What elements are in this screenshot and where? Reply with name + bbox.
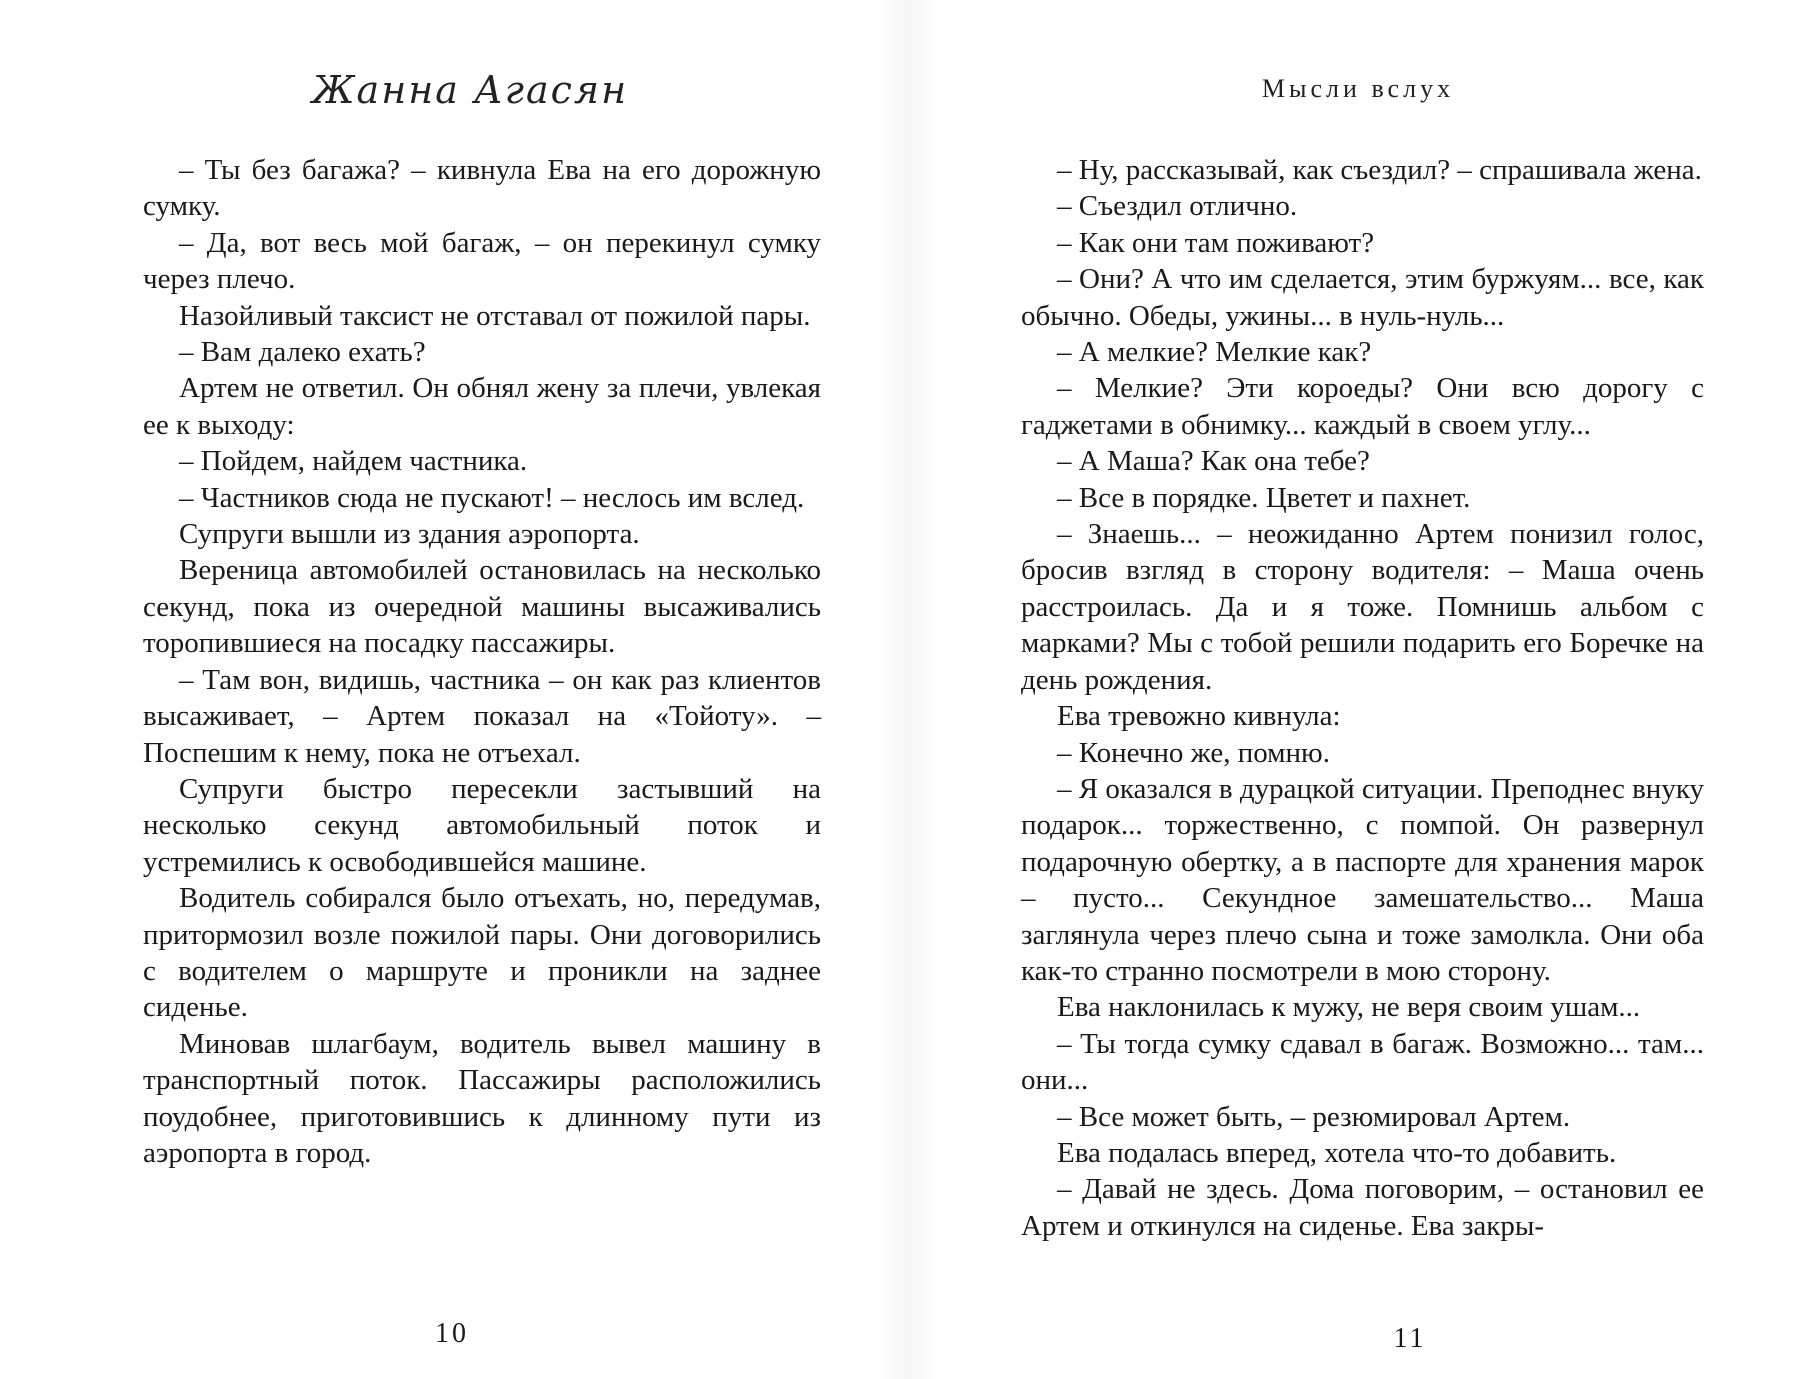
paragraph: Назойливый таксист не отставал от пожилой пары. <box>179 299 811 332</box>
paragraph: – Вам далеко ехать? <box>179 336 426 369</box>
paragraph: – Ты тогда сумку сдавал в багаж. Возможно... там... они... <box>1021 1027 1704 1097</box>
author-running-head: Жанна Агасян <box>311 68 629 112</box>
paragraph: – Ты без багажа? – кивнула Ева на его дорожную сумку. <box>143 154 821 223</box>
paragraph: – Давай не здесь. Дома поговорим, – остановил ее Артем и откинулся на сиденье. Ева закры- <box>1021 1173 1704 1242</box>
left-page <box>0 0 908 1379</box>
paragraph: – Пойдем, найдем частника. <box>179 445 528 478</box>
paragraph: – Да, вот весь мой багаж, – он перекинул сумку через плечо. <box>143 226 821 296</box>
right-page-body <box>1021 152 1704 1244</box>
paragraph: Ева подалась вперед, хотела что-то добавить. <box>1057 1136 1617 1169</box>
paragraph: – Съездил отлично. <box>1057 190 1298 223</box>
paragraph: – Как они там поживают? <box>1057 226 1375 259</box>
paragraph: – Мелкие? Эти короеды? Они всю дорогу с гаджетами в обнимку... каждый в своем углу... <box>1021 372 1704 441</box>
paragraph: – Я оказался в дурацкой ситуации. Преподнес внуку подарок... торжественно, с помпой. Он развернул подарочную обертку, а в паспорте для хранения марок – пусто... Секундное замешательство... Маша заглянула через плечо сына и тоже замолкла. Они оба как-то странно посмотрели в мою сторону. <box>1021 772 1704 987</box>
paragraph: – Все может быть, – резюмировал Артем. <box>1057 1100 1571 1133</box>
paragraph: Водитель собирался было отъехать, но, передумав, притормозил возле пожилой пары. Они договорились с водителем о маршруте и проникли на заднее сиденье. <box>143 882 821 1024</box>
paragraph: – Они? А что им сделается, этим буржуям... все, как обычно. Обеды, ужины... в нуль-нуль... <box>1021 263 1704 332</box>
paragraph: – А мелкие? Мелкие как? <box>1057 336 1372 369</box>
title-running-head: Мысли вслух <box>1261 74 1455 103</box>
paragraph: Супруги быстро пересекли застывший на несколько секунд автомобильный поток и устремились к освободившейся машине. <box>143 772 821 878</box>
paragraph: – Знаешь... – неожиданно Артем понизил голос, бросив взгляд в сторону водителя: – Маша очень расстроилась. Да и я тоже. Помнишь альбом с марками? Мы с тобой решили подарить его Боречке на день рождения. <box>1021 518 1704 696</box>
paragraph: – Там вон, видишь, частника – он как раз клиентов высаживает, – Артем показал на «Тойоту». – Поспешим к нему, пока не отъехал. <box>143 663 821 769</box>
paragraph: – Конечно же, помню. <box>1057 736 1330 769</box>
paragraph: Миновав шлагбаум, водитель вывел машину в транспортный поток. Пассажиры расположились поудобнее, приготовившись к длинному пути из аэропорта в город. <box>143 1027 821 1169</box>
paragraph: Вереница автомобилей остановилась на несколько секунд, пока из очередной машины высаживались торопившиеся на посадку пассажиры. <box>143 554 821 660</box>
right-page <box>908 0 1817 1379</box>
paragraph: Супруги вышли из здания аэропорта. <box>179 518 640 551</box>
paragraph: – А Маша? Как она тебе? <box>1057 445 1370 478</box>
paragraph: Артем не ответил. Он обнял жену за плечи, увлекая ее к выходу: <box>143 372 821 441</box>
paragraph: Ева тревожно кивнула: <box>1057 700 1341 733</box>
paragraph: – Частников сюда не пускают! – неслось им вслед. <box>179 481 805 514</box>
page-number: 10 <box>435 1318 469 1349</box>
paragraph: – Все в порядке. Цветет и пахнет. <box>1057 481 1471 514</box>
paragraph: Ева наклонилась к мужу, не веря своим ушам... <box>1057 991 1641 1024</box>
paragraph: – Ну, рассказывай, как съездил? – спрашивала жена. <box>1057 154 1702 186</box>
page-number: 11 <box>1393 1323 1427 1354</box>
left-page-body <box>143 152 821 1171</box>
